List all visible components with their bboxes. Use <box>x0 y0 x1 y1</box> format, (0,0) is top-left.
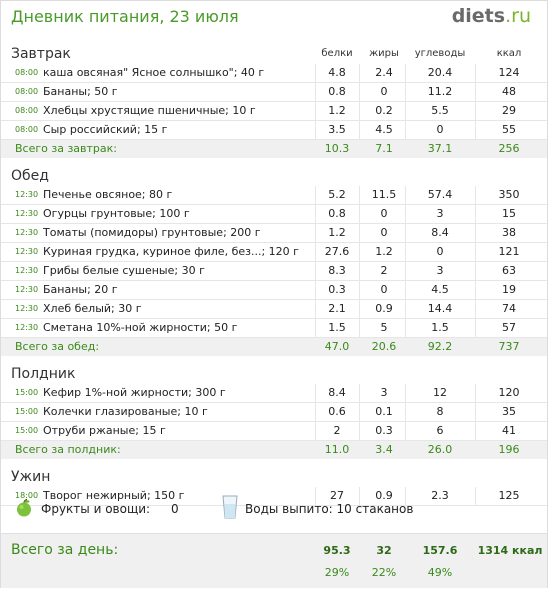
section-spacer <box>1 459 547 467</box>
food-kcal: 15 <box>502 207 516 220</box>
column-divider <box>405 319 406 337</box>
day-total-protein: 95.3 <box>323 544 351 557</box>
food-time: 08:00 <box>15 106 39 115</box>
column-divider <box>475 262 476 280</box>
food-kcal: 48 <box>502 85 516 98</box>
column-divider <box>405 403 406 421</box>
food-protein: 0.6 <box>328 405 346 418</box>
food-kcal: 120 <box>498 386 520 399</box>
food-carbs: 3 <box>436 264 444 277</box>
food-time: 12:30 <box>15 323 39 332</box>
food-carbs: 0 <box>436 245 444 258</box>
food-protein: 1.2 <box>328 226 346 239</box>
section-header <box>1 166 547 186</box>
food-time: 12:30 <box>15 209 39 218</box>
section-name: Обед <box>11 168 49 184</box>
food-carbs: 6 <box>436 424 444 437</box>
column-divider <box>475 102 476 120</box>
food-name[interactable]: Кефир 1%-ной жирности; 300 г <box>43 386 226 399</box>
column-divider <box>315 384 316 402</box>
food-fat: 2.4 <box>375 66 393 79</box>
column-header-protein: белки <box>321 48 353 59</box>
section-total-label: Всего за завтрак: <box>15 142 118 155</box>
section-total-carbs: 92.2 <box>427 340 453 353</box>
food-time: 15:00 <box>15 388 39 397</box>
column-divider <box>475 224 476 242</box>
food-kcal: 19 <box>502 283 516 296</box>
food-kcal: 35 <box>502 405 516 418</box>
food-kcal: 57 <box>502 321 516 334</box>
food-protein: 0.3 <box>328 283 346 296</box>
day-total-carbs-pct: 49% <box>427 566 453 579</box>
section-total-kcal: 256 <box>498 142 520 155</box>
column-divider <box>359 384 360 402</box>
food-fat: 0.9 <box>375 302 393 315</box>
food-fat: 0.1 <box>375 405 393 418</box>
section-total <box>1 338 547 356</box>
food-name[interactable]: Колечки глазированые; 10 г <box>43 405 208 418</box>
food-fat: 5 <box>380 321 388 334</box>
column-divider <box>315 64 316 82</box>
column-divider <box>405 121 406 139</box>
section-total <box>1 441 547 459</box>
column-divider <box>315 422 316 440</box>
section-total-fat: 20.6 <box>371 340 397 353</box>
food-fat: 0.9 <box>375 489 393 502</box>
column-divider <box>315 243 316 261</box>
column-divider <box>475 64 476 82</box>
food-time: 08:00 <box>15 125 39 134</box>
food-carbs: 14.4 <box>427 302 453 315</box>
food-fat: 0.3 <box>375 424 393 437</box>
food-time: 18:00 <box>15 491 39 500</box>
food-protein: 0.8 <box>328 207 346 220</box>
food-name[interactable]: Творог нежирный; 150 г <box>43 489 185 502</box>
food-name[interactable]: Куриная грудка, куриное филе, без...; 120 г <box>43 245 299 258</box>
food-row[interactable] <box>1 83 547 102</box>
food-row[interactable] <box>1 403 547 422</box>
section-name: Полдник <box>11 366 76 382</box>
food-carbs: 0 <box>436 123 444 136</box>
food-name[interactable]: Печенье овсяное; 80 г <box>43 188 173 201</box>
column-divider <box>315 205 316 223</box>
section-total-fat: 3.4 <box>375 443 393 456</box>
column-divider <box>475 205 476 223</box>
column-header-fat: жиры <box>369 48 399 59</box>
logo-suffix: .ru <box>505 5 531 27</box>
column-divider <box>475 83 476 101</box>
food-carbs: 3 <box>436 207 444 220</box>
food-kcal: 55 <box>502 123 516 136</box>
section-spacer <box>1 356 547 364</box>
column-divider <box>475 300 476 318</box>
day-total-fat: 32 <box>376 544 392 557</box>
column-divider <box>315 224 316 242</box>
food-protein: 5.2 <box>328 188 346 201</box>
column-divider <box>475 403 476 421</box>
food-time: 12:30 <box>15 228 39 237</box>
glass-icon <box>221 495 239 519</box>
column-divider <box>359 205 360 223</box>
column-divider <box>475 319 476 337</box>
column-divider <box>359 319 360 337</box>
food-name[interactable]: Бананы; 20 г <box>43 283 118 296</box>
column-divider <box>359 224 360 242</box>
column-header-kcal: ккал <box>496 48 522 59</box>
food-protein: 1.2 <box>328 104 346 117</box>
food-fat: 0.2 <box>375 104 393 117</box>
food-time: 12:30 <box>15 247 39 256</box>
food-name[interactable]: Отруби ржаные; 15 г <box>43 424 166 437</box>
column-divider <box>405 243 406 261</box>
column-divider <box>359 422 360 440</box>
food-kcal: 350 <box>498 188 520 201</box>
fruit-label: Фрукты и овощи: <box>41 502 151 516</box>
section-header <box>1 467 547 487</box>
food-row[interactable] <box>1 300 547 319</box>
column-divider <box>405 224 406 242</box>
food-protein: 8.3 <box>328 264 346 277</box>
column-divider <box>405 262 406 280</box>
column-divider <box>359 281 360 299</box>
column-divider <box>405 102 406 120</box>
food-name[interactable]: Грибы белые сушеные; 30 г <box>43 264 205 277</box>
food-protein: 0.8 <box>328 85 346 98</box>
food-fat: 3 <box>380 386 388 399</box>
section-total-fat: 7.1 <box>375 142 393 155</box>
section-total-protein: 47.0 <box>324 340 350 353</box>
food-kcal: 124 <box>498 66 520 79</box>
food-fat: 0 <box>380 85 388 98</box>
column-divider <box>315 83 316 101</box>
food-protein: 3.5 <box>328 123 346 136</box>
header <box>1 1 547 35</box>
food-carbs: 2.3 <box>431 489 449 502</box>
food-time: 08:00 <box>15 68 39 77</box>
column-divider <box>315 186 316 204</box>
section-spacer <box>1 158 547 166</box>
column-divider <box>405 384 406 402</box>
column-divider <box>405 300 406 318</box>
column-divider <box>315 300 316 318</box>
food-protein: 27 <box>330 489 344 502</box>
food-kcal: 74 <box>502 302 516 315</box>
column-divider <box>405 83 406 101</box>
food-row[interactable] <box>1 224 547 243</box>
section-total-protein: 11.0 <box>324 443 350 456</box>
day-total-fat-pct: 22% <box>371 566 397 579</box>
column-divider <box>359 300 360 318</box>
column-divider <box>359 403 360 421</box>
day-total-kcal: 1314 ккал <box>477 544 543 557</box>
food-carbs: 8 <box>436 405 444 418</box>
column-divider <box>359 83 360 101</box>
diary-table <box>1 44 547 506</box>
food-name[interactable]: Хлеб белый; 30 г <box>43 302 142 315</box>
logo-main: diets <box>451 5 506 27</box>
section-name: Завтрак <box>11 46 71 62</box>
food-kcal: 125 <box>498 489 520 502</box>
food-carbs: 12 <box>433 386 447 399</box>
site-logo[interactable] <box>452 5 531 27</box>
food-row[interactable] <box>1 319 547 338</box>
food-name[interactable]: каша овсяная" Ясное солнышко"; 40 г <box>43 66 265 79</box>
column-divider <box>475 121 476 139</box>
column-divider <box>359 186 360 204</box>
column-divider <box>315 403 316 421</box>
column-divider <box>359 243 360 261</box>
food-time: 08:00 <box>15 87 39 96</box>
day-total-label: Всего за день: <box>11 542 119 558</box>
food-carbs: 11.2 <box>427 85 453 98</box>
food-name[interactable]: Сметана 10%-ной жирности; 50 г <box>43 321 238 334</box>
column-divider <box>475 384 476 402</box>
section-name: Ужин <box>11 469 51 485</box>
food-fat: 0 <box>380 207 388 220</box>
extras-bar <box>1 489 547 529</box>
column-divider <box>475 243 476 261</box>
column-divider <box>315 319 316 337</box>
food-row[interactable] <box>1 64 547 83</box>
food-kcal: 38 <box>502 226 516 239</box>
food-carbs: 4.5 <box>431 283 449 296</box>
food-name[interactable]: Сыр российский; 15 г <box>43 123 168 136</box>
column-divider <box>405 281 406 299</box>
food-fat: 0 <box>380 226 388 239</box>
section-total-kcal: 196 <box>498 443 520 456</box>
column-divider <box>359 64 360 82</box>
food-row[interactable] <box>1 121 547 140</box>
section-header <box>1 44 547 64</box>
column-divider <box>315 121 316 139</box>
food-carbs: 8.4 <box>431 226 449 239</box>
column-divider <box>405 64 406 82</box>
food-row[interactable] <box>1 384 547 403</box>
food-time: 15:00 <box>15 407 39 416</box>
food-row[interactable] <box>1 243 547 262</box>
food-carbs: 20.4 <box>427 66 453 79</box>
food-kcal: 63 <box>502 264 516 277</box>
section-header <box>1 364 547 384</box>
food-protein: 27.6 <box>324 245 350 258</box>
section-total <box>1 140 547 158</box>
food-fat: 4.5 <box>375 123 393 136</box>
section-total-protein: 10.3 <box>324 142 350 155</box>
column-divider <box>315 262 316 280</box>
food-carbs: 5.5 <box>431 104 449 117</box>
food-row[interactable] <box>1 262 547 281</box>
food-row[interactable] <box>1 186 547 205</box>
food-name[interactable]: Томаты (помидоры) грунтовые; 200 г <box>43 226 261 239</box>
food-name[interactable]: Хлебцы хрустящие пшеничные; 10 г <box>43 104 256 117</box>
column-divider <box>475 281 476 299</box>
food-kcal: 121 <box>498 245 520 258</box>
food-protein: 2 <box>333 424 341 437</box>
food-row[interactable] <box>1 205 547 224</box>
column-divider <box>315 102 316 120</box>
section-total-label: Всего за полдник: <box>15 443 121 456</box>
food-protein: 8.4 <box>328 386 346 399</box>
food-name[interactable]: Бананы; 50 г <box>43 85 118 98</box>
column-divider <box>359 121 360 139</box>
day-total <box>1 533 547 588</box>
apple-icon <box>15 499 33 517</box>
water-text: Воды выпито: 10 стаканов <box>245 502 414 516</box>
column-divider <box>359 262 360 280</box>
food-fat: 1.2 <box>375 245 393 258</box>
food-fat: 11.5 <box>371 188 397 201</box>
food-kcal: 29 <box>502 104 516 117</box>
food-protein: 4.8 <box>328 66 346 79</box>
food-fat: 0 <box>380 283 388 296</box>
column-divider <box>315 281 316 299</box>
section-total-kcal: 737 <box>498 340 520 353</box>
column-header-carbs: углеводы <box>414 48 466 59</box>
food-time: 15:00 <box>15 426 39 435</box>
food-name[interactable]: Огурцы грунтовые; 100 г <box>43 207 190 220</box>
food-carbs: 57.4 <box>427 188 453 201</box>
food-row[interactable] <box>1 422 547 441</box>
section-total-carbs: 26.0 <box>427 443 453 456</box>
food-protein: 1.5 <box>328 321 346 334</box>
column-divider <box>405 205 406 223</box>
food-time: 12:30 <box>15 190 39 199</box>
food-time: 12:30 <box>15 285 39 294</box>
section-total-label: Всего за обед: <box>15 340 100 353</box>
section-total-carbs: 37.1 <box>427 142 453 155</box>
food-protein: 2.1 <box>328 302 346 315</box>
food-carbs: 1.5 <box>431 321 449 334</box>
column-divider <box>475 186 476 204</box>
food-row[interactable] <box>1 102 547 121</box>
day-total-carbs: 157.6 <box>422 544 458 557</box>
page-title: Дневник питания, 23 июля <box>11 7 239 26</box>
food-time: 12:30 <box>15 266 39 275</box>
food-row[interactable] <box>1 281 547 300</box>
column-divider <box>405 422 406 440</box>
column-divider <box>475 422 476 440</box>
fruit-value: 0 <box>171 502 179 516</box>
column-divider <box>405 186 406 204</box>
column-divider <box>359 102 360 120</box>
day-total-protein-pct: 29% <box>324 566 350 579</box>
food-fat: 2 <box>380 264 388 277</box>
food-kcal: 41 <box>502 424 516 437</box>
food-time: 12:30 <box>15 304 39 313</box>
